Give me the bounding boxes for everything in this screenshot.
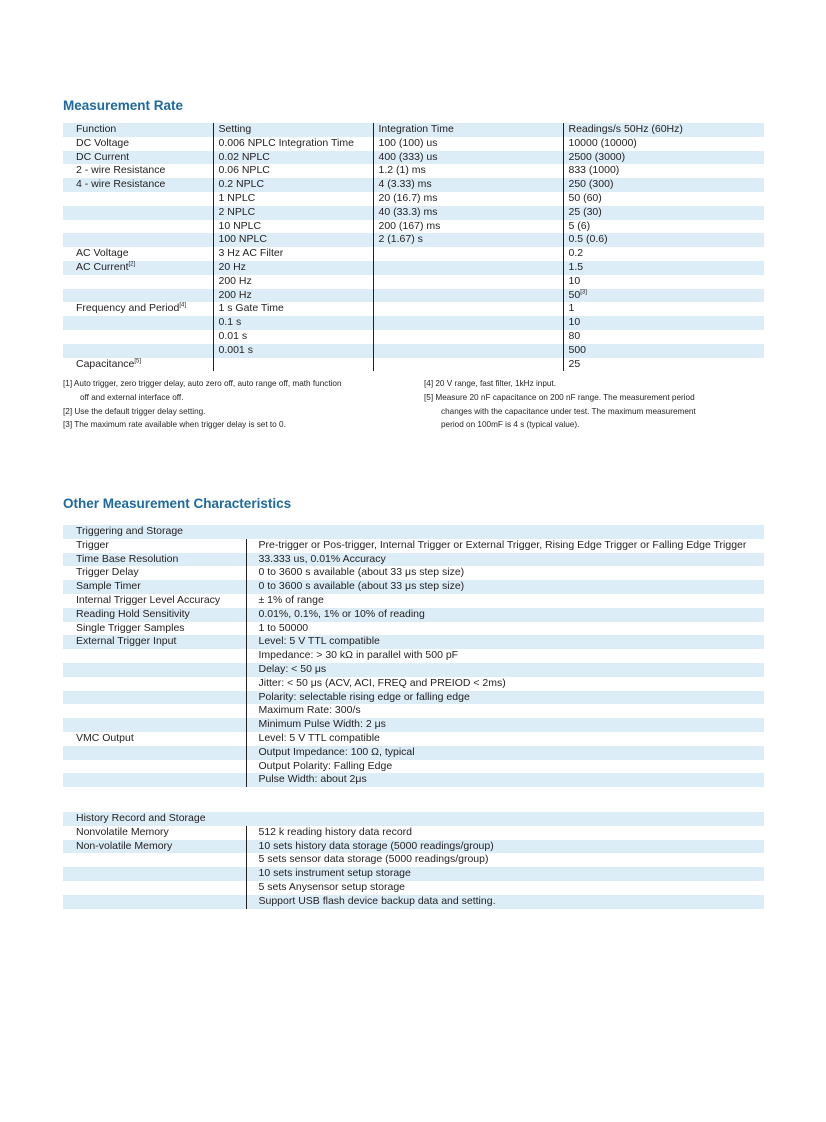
- cell-text: Pre-trigger or Pos-trigger, Internal Trigger or External Trigger, Rising Edge Trigger or Falling Edge Trigger: [258, 538, 747, 551]
- table-row: [63, 580, 764, 594]
- cell-text: Frequency and Period: [76, 302, 180, 315]
- cell-text: Level: 5 V TTL compatible: [258, 731, 380, 744]
- table-row: [63, 704, 764, 718]
- table-row: [63, 608, 764, 622]
- table-cell: [373, 178, 563, 192]
- cell-text: 40 (33.3) ms: [378, 205, 438, 218]
- table-cell: [246, 773, 764, 787]
- cell-text: Trigger Delay: [76, 566, 139, 579]
- table-cell: [63, 608, 246, 622]
- table-cell: [373, 344, 563, 358]
- table-cell: [63, 732, 246, 746]
- table-row: [63, 840, 764, 854]
- footnote: [4] 20 V range, fast filter, 1kHz input.: [424, 379, 556, 388]
- table-cell: [246, 840, 764, 854]
- table-row: [63, 164, 764, 178]
- cell-text: 0.01 s: [218, 329, 248, 342]
- cell-text: 500: [568, 343, 587, 356]
- cell-text: 1.5: [568, 260, 584, 273]
- measurement-rate-table: [63, 123, 764, 371]
- table-cell: [63, 881, 246, 895]
- table-cell: [63, 192, 213, 206]
- table-cell: [63, 539, 246, 553]
- table-row: [63, 773, 764, 787]
- cell-text: 4 (3.33) ms: [378, 178, 432, 191]
- table-cell: [246, 718, 764, 732]
- table-row: [63, 622, 764, 636]
- cell-text: 100 NPLC: [218, 233, 267, 246]
- table-cell: [563, 192, 764, 206]
- cell-text: Impedance: > 30 kΩ in parallel with 500 pF: [258, 649, 459, 662]
- table-cell: [246, 663, 764, 677]
- table-cell: [563, 123, 764, 137]
- table-cell: [246, 649, 764, 663]
- footnote: [1] Auto trigger, zero trigger delay, auto zero off, auto range off, math function: [63, 379, 342, 388]
- table-cell: [373, 233, 563, 247]
- cell-text: 1: [568, 302, 575, 315]
- table-row: [63, 746, 764, 760]
- table-cell: [563, 344, 764, 358]
- table-row: [63, 867, 764, 881]
- cell-text: 10: [568, 316, 581, 329]
- cell-text: 0 to 3600 s available (about 33 μs step size): [258, 566, 465, 579]
- table-header-row: [63, 123, 764, 137]
- table-cell: [213, 178, 373, 192]
- footnotes-left: [63, 377, 342, 432]
- cell-text: 25 (30): [568, 205, 602, 218]
- cell-text: 5 sets Anysensor setup storage: [258, 880, 406, 893]
- table-cell: [373, 289, 563, 303]
- table-row: [63, 275, 764, 289]
- table-cell: [563, 151, 764, 165]
- table-cell: [63, 344, 213, 358]
- cell-text: Reading Hold Sensitivity: [76, 607, 190, 620]
- table-row: [63, 760, 764, 774]
- table-cell: [246, 826, 764, 840]
- table-cell: [213, 192, 373, 206]
- table-cell: [63, 594, 246, 608]
- table-cell: [246, 677, 764, 691]
- table-row: [63, 330, 764, 344]
- table-cell: [246, 622, 764, 636]
- table-cell: [63, 275, 213, 289]
- cell-text: Capacitance: [76, 357, 135, 370]
- table-row: [63, 358, 764, 372]
- section-header: Triggering and Storage: [63, 525, 764, 539]
- table-cell: [563, 302, 764, 316]
- table-cell: [373, 316, 563, 330]
- table-row: [63, 594, 764, 608]
- table-cell: [246, 691, 764, 705]
- cell-text: 20 (16.7) ms: [378, 191, 438, 204]
- cell-text: 2500 (3000): [568, 150, 626, 163]
- footnote: [5] Measure 20 nF capacitance on 200 nF range. The measurement period: [424, 392, 695, 402]
- table-cell: [246, 539, 764, 553]
- table-cell: [246, 580, 764, 594]
- table-cell: [63, 123, 213, 137]
- cell-text: 2 (1.67) s: [378, 233, 423, 246]
- cell-text: 0.1 s: [218, 316, 242, 329]
- table-cell: [213, 151, 373, 165]
- table-cell: [63, 691, 246, 705]
- other-characteristics-title: Other Measurement Characteristics: [63, 496, 292, 511]
- table-cell: [373, 123, 563, 137]
- table-cell: [563, 164, 764, 178]
- cell-text: Setting: [218, 123, 252, 135]
- cell-text: Single Trigger Samples: [76, 621, 185, 634]
- table-row: [63, 206, 764, 220]
- table-cell: [63, 358, 213, 372]
- cell-text: 100 (100) us: [378, 136, 438, 149]
- table-cell: [213, 164, 373, 178]
- history-storage-table: [63, 812, 764, 909]
- table-cell: [213, 137, 373, 151]
- table-cell: [246, 867, 764, 881]
- cell-text: 400 (333) us: [378, 150, 438, 163]
- table-cell: [63, 677, 246, 691]
- cell-text: 33.333 us, 0.01% Accuracy: [258, 552, 386, 565]
- table-row: [63, 566, 764, 580]
- table-cell: [63, 840, 246, 854]
- table-cell: [563, 247, 764, 261]
- cell-text: ± 1% of range: [258, 593, 324, 606]
- table-row: [63, 137, 764, 151]
- table-cell: [213, 344, 373, 358]
- table-row: [63, 261, 764, 275]
- cell-text: 25: [568, 357, 581, 370]
- table-row: [63, 881, 764, 895]
- footnote: [3] The maximum rate available when trigger delay is set to 0.: [63, 420, 286, 430]
- table-cell: [213, 302, 373, 316]
- table-cell: [63, 206, 213, 220]
- table-cell: [63, 151, 213, 165]
- table-cell: [246, 853, 764, 867]
- cell-text: VMC Output: [76, 731, 134, 744]
- footnote-ref: [4]: [179, 302, 186, 309]
- cell-text: 0.001 s: [218, 343, 253, 356]
- table-row: [63, 344, 764, 358]
- cell-text: 0.5 (0.6): [568, 233, 608, 246]
- table-cell: [63, 302, 213, 316]
- cell-text: Nonvolatile Memory: [76, 825, 169, 838]
- table-cell: [213, 206, 373, 220]
- table-cell: [63, 704, 246, 718]
- footnote-ref: [5]: [134, 358, 142, 365]
- cell-text: Integration Time: [378, 123, 454, 135]
- cell-text: 0.006 NPLC Integration Time: [218, 136, 354, 149]
- table-cell: [63, 895, 246, 909]
- cell-text: AC Voltage: [76, 247, 129, 260]
- table-row: [63, 289, 764, 303]
- triggering-storage-table: [63, 525, 764, 787]
- table-cell: [246, 760, 764, 774]
- table-cell: [373, 247, 563, 261]
- cell-text: 0.06 NPLC: [218, 164, 270, 177]
- footnote-ref: [2]: [128, 261, 136, 268]
- cell-text: 2 - wire Resistance: [76, 164, 166, 177]
- cell-text: 1.2 (1) ms: [378, 164, 426, 177]
- table-cell: [563, 233, 764, 247]
- table-cell: [246, 608, 764, 622]
- table-cell: [63, 137, 213, 151]
- cell-text: Maximum Rate: 300/s: [258, 704, 361, 717]
- table-cell: [63, 316, 213, 330]
- cell-text: 10: [568, 274, 581, 287]
- cell-text: 10 sets history data storage (5000 readings/group): [258, 839, 494, 852]
- cell-text: 20 Hz: [218, 260, 246, 273]
- table-cell: [246, 704, 764, 718]
- cell-text: Internal Trigger Level Accuracy: [76, 593, 221, 606]
- footnote: [2] Use the default trigger delay setting.: [63, 406, 206, 416]
- table-cell: [63, 867, 246, 881]
- table-cell: [63, 553, 246, 567]
- footnote: off and external interface off.: [80, 392, 184, 402]
- table-cell: [63, 580, 246, 594]
- section-header: History Record and Storage: [63, 812, 764, 826]
- cell-text: 80: [568, 329, 581, 342]
- table-cell: [373, 261, 563, 275]
- footnotes-right: [424, 377, 696, 432]
- table-cell: [373, 302, 563, 316]
- table-cell: [213, 247, 373, 261]
- table-cell: [246, 881, 764, 895]
- footnote: period on 100mF is 4 s (typical value).: [441, 420, 580, 430]
- table-cell: [373, 275, 563, 289]
- cell-text: Minimum Pulse Width: 2 μs: [258, 718, 386, 731]
- table-cell: [563, 220, 764, 234]
- table-cell: [63, 663, 246, 677]
- cell-text: Sample Timer: [76, 580, 141, 593]
- table-cell: [63, 220, 213, 234]
- table-row: [63, 151, 764, 165]
- cell-text: Support USB flash device backup data and setting.: [258, 894, 496, 907]
- table-cell: [246, 895, 764, 909]
- footnote: changes with the capacitance under test. The maximum measurement: [441, 406, 696, 416]
- cell-text: 1 to 50000: [258, 621, 309, 634]
- cell-text: Non-volatile Memory: [76, 839, 173, 852]
- cell-text: External Trigger Input: [76, 635, 177, 648]
- table-row: [63, 826, 764, 840]
- cell-text: Output Polarity: Falling Edge: [258, 759, 393, 772]
- table-row: [63, 192, 764, 206]
- cell-text: Pulse Width: about 2μs: [258, 773, 367, 786]
- cell-text: 0.2 NPLC: [218, 178, 265, 191]
- table-cell: [373, 192, 563, 206]
- table-row: [63, 732, 764, 746]
- table-cell: [213, 289, 373, 303]
- table-cell: [63, 330, 213, 344]
- table-cell: [373, 330, 563, 344]
- table-cell: [563, 275, 764, 289]
- table-cell: [563, 178, 764, 192]
- table-cell: [213, 233, 373, 247]
- table-cell: [63, 718, 246, 732]
- table-header-row: [63, 812, 764, 826]
- cell-text: Function: [76, 123, 117, 135]
- table-cell: [63, 826, 246, 840]
- cell-text: Polarity: selectable rising edge or falling edge: [258, 690, 470, 703]
- cell-text: 512 k reading history data record: [258, 825, 413, 838]
- table-cell: [63, 247, 213, 261]
- table-row: [63, 316, 764, 330]
- table-cell: [563, 358, 764, 372]
- table-cell: [63, 178, 213, 192]
- cell-text: DC Voltage: [76, 136, 130, 149]
- table-cell: [63, 566, 246, 580]
- table-cell: [63, 622, 246, 636]
- table-cell: [213, 316, 373, 330]
- table-cell: [563, 137, 764, 151]
- table-cell: [373, 151, 563, 165]
- table-cell: [246, 635, 764, 649]
- table-cell: [63, 261, 213, 275]
- table-row: [63, 691, 764, 705]
- table-cell: [63, 746, 246, 760]
- cell-text: Output Impedance: 100 Ω, typical: [258, 745, 415, 758]
- table-row: [63, 553, 764, 567]
- table-cell: [213, 220, 373, 234]
- cell-text: 4 - wire Resistance: [76, 178, 166, 191]
- cell-text: 0.2: [568, 247, 584, 260]
- cell-text: 250 (300): [568, 178, 614, 191]
- table-cell: [63, 289, 213, 303]
- table-cell: [213, 123, 373, 137]
- table-cell: [63, 649, 246, 663]
- cell-text: DC Current: [76, 150, 130, 163]
- footnote-ref: [3]: [580, 289, 587, 296]
- measurement-rate-title: Measurement Rate: [63, 98, 184, 113]
- table-row: [63, 635, 764, 649]
- table-cell: [373, 206, 563, 220]
- table-cell: [213, 261, 373, 275]
- table-row: [63, 233, 764, 247]
- cell-text: 3 Hz AC Filter: [218, 247, 284, 260]
- table-cell: [246, 553, 764, 567]
- cell-text: 200 Hz: [218, 274, 252, 287]
- table-cell: [63, 164, 213, 178]
- cell-text: Readings/s 50Hz (60Hz): [568, 123, 683, 135]
- table-row: [63, 718, 764, 732]
- table-row: [63, 539, 764, 553]
- table-cell: [373, 137, 563, 151]
- cell-text: 0.02 NPLC: [218, 150, 270, 163]
- table-row: [63, 895, 764, 909]
- cell-text: AC Current: [76, 260, 129, 273]
- cell-text: 833 (1000): [568, 164, 620, 177]
- cell-text: 0 to 3600 s available (about 33 μs step size): [258, 580, 465, 593]
- table-cell: [213, 275, 373, 289]
- cell-text: 200 Hz: [218, 288, 252, 301]
- table-row: [63, 677, 764, 691]
- cell-text: 1 s Gate Time: [218, 302, 284, 315]
- table-cell: [246, 566, 764, 580]
- table-cell: [563, 316, 764, 330]
- table-cell: [563, 330, 764, 344]
- cell-text: 5 sets sensor data storage (5000 readings/group): [258, 853, 489, 866]
- cell-text: 10 sets instrument setup storage: [258, 867, 411, 880]
- table-row: [63, 853, 764, 867]
- cell-text: 1 NPLC: [218, 191, 256, 204]
- cell-text: 10 NPLC: [218, 219, 262, 232]
- table-cell: [563, 289, 764, 303]
- table-cell: [246, 746, 764, 760]
- table-cell: [373, 164, 563, 178]
- cell-text: 50: [568, 288, 581, 301]
- table-cell: [63, 635, 246, 649]
- table-cell: [563, 206, 764, 220]
- table-row: [63, 247, 764, 261]
- cell-text: 10000 (10000): [568, 136, 637, 149]
- table-row: [63, 649, 764, 663]
- cell-text: 5 (6): [568, 219, 591, 232]
- table-cell: [63, 853, 246, 867]
- table-row: [63, 220, 764, 234]
- table-cell: [246, 732, 764, 746]
- table-cell: [563, 261, 764, 275]
- table-cell: [213, 330, 373, 344]
- table-cell: [63, 233, 213, 247]
- cell-text: Level: 5 V TTL compatible: [258, 635, 380, 648]
- table-row: [63, 302, 764, 316]
- table-cell: [373, 358, 563, 372]
- table-row: [63, 663, 764, 677]
- cell-text: Trigger: [76, 538, 109, 551]
- cell-text: 2 NPLC: [218, 205, 256, 218]
- cell-text: 0.01%, 0.1%, 1% or 10% of reading: [258, 607, 425, 620]
- table-cell: [373, 220, 563, 234]
- table-cell: [63, 760, 246, 774]
- table-cell: [213, 358, 373, 372]
- cell-text: Time Base Resolution: [76, 552, 179, 565]
- table-cell: [246, 594, 764, 608]
- table-cell: [63, 773, 246, 787]
- cell-text: 200 (167) ms: [378, 219, 441, 232]
- table-row: [63, 178, 764, 192]
- cell-text: Jitter: < 50 μs (ACV, ACI, FREQ and PREIOD < 2ms): [258, 676, 506, 689]
- cell-text: 50 (60): [568, 191, 602, 204]
- cell-text: Delay: < 50 μs: [258, 662, 327, 675]
- table-header-row: [63, 525, 764, 539]
